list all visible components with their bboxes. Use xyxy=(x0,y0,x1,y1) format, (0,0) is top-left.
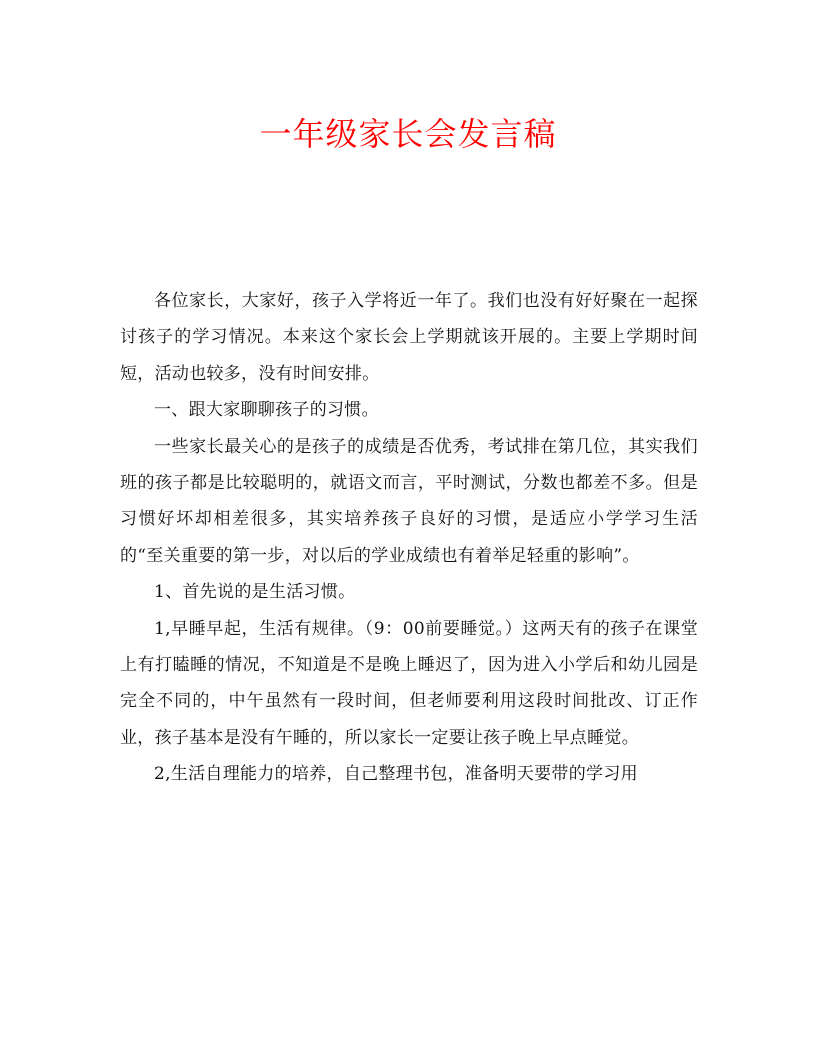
paragraph-item-sleep: 1,早睡早起，生活有规律。（9：00前要睡觉。）这两天有的孩子在课堂上有打瞌睡的情况，不知道是不是晚上睡迟了，因为进入小学后和幼儿园是完全不同的，中午虽然有一段时间，但老师要利用这段时间批改、订正作业，孩子基本是没有午睡的，所以家长一定要让孩子晚上早点睡觉。 xyxy=(120,618,698,748)
paragraph-subheading-life-habits: 1、首先说的是生活习惯。 xyxy=(154,582,356,603)
paragraph-greeting: 各位家长，大家好，孩子入学将近一年了。我们也没有好好聚在一起探讨孩子的学习情况。本来这个家长会上学期就该开展的。主要上学期时间短，活动也较多，没有时间安排。 xyxy=(120,291,698,384)
document-body xyxy=(120,283,698,793)
document-title: 一年级家长会发言稿 xyxy=(259,115,557,153)
paragraph-section-heading: 一、跟大家聊聊孩子的习惯。 xyxy=(154,400,379,421)
paragraph-item-self-care: 2,生活自理能力的培养，自己整理书包，准备明天要带的学习用 xyxy=(154,764,638,785)
paragraph-habits-intro: 一些家长最关心的是孩子的成绩是否优秀，考试排在第几位，其实我们班的孩子都是比较聪明的，就语文而言，平时测试，分数也都差不多。但是习惯好坏却相差很多，其实培养孩子良好的习惯，是适应小学学习生活的“至关重要的第一步，对以后的学业成绩也有着举足轻重的影响”。 xyxy=(120,436,698,566)
